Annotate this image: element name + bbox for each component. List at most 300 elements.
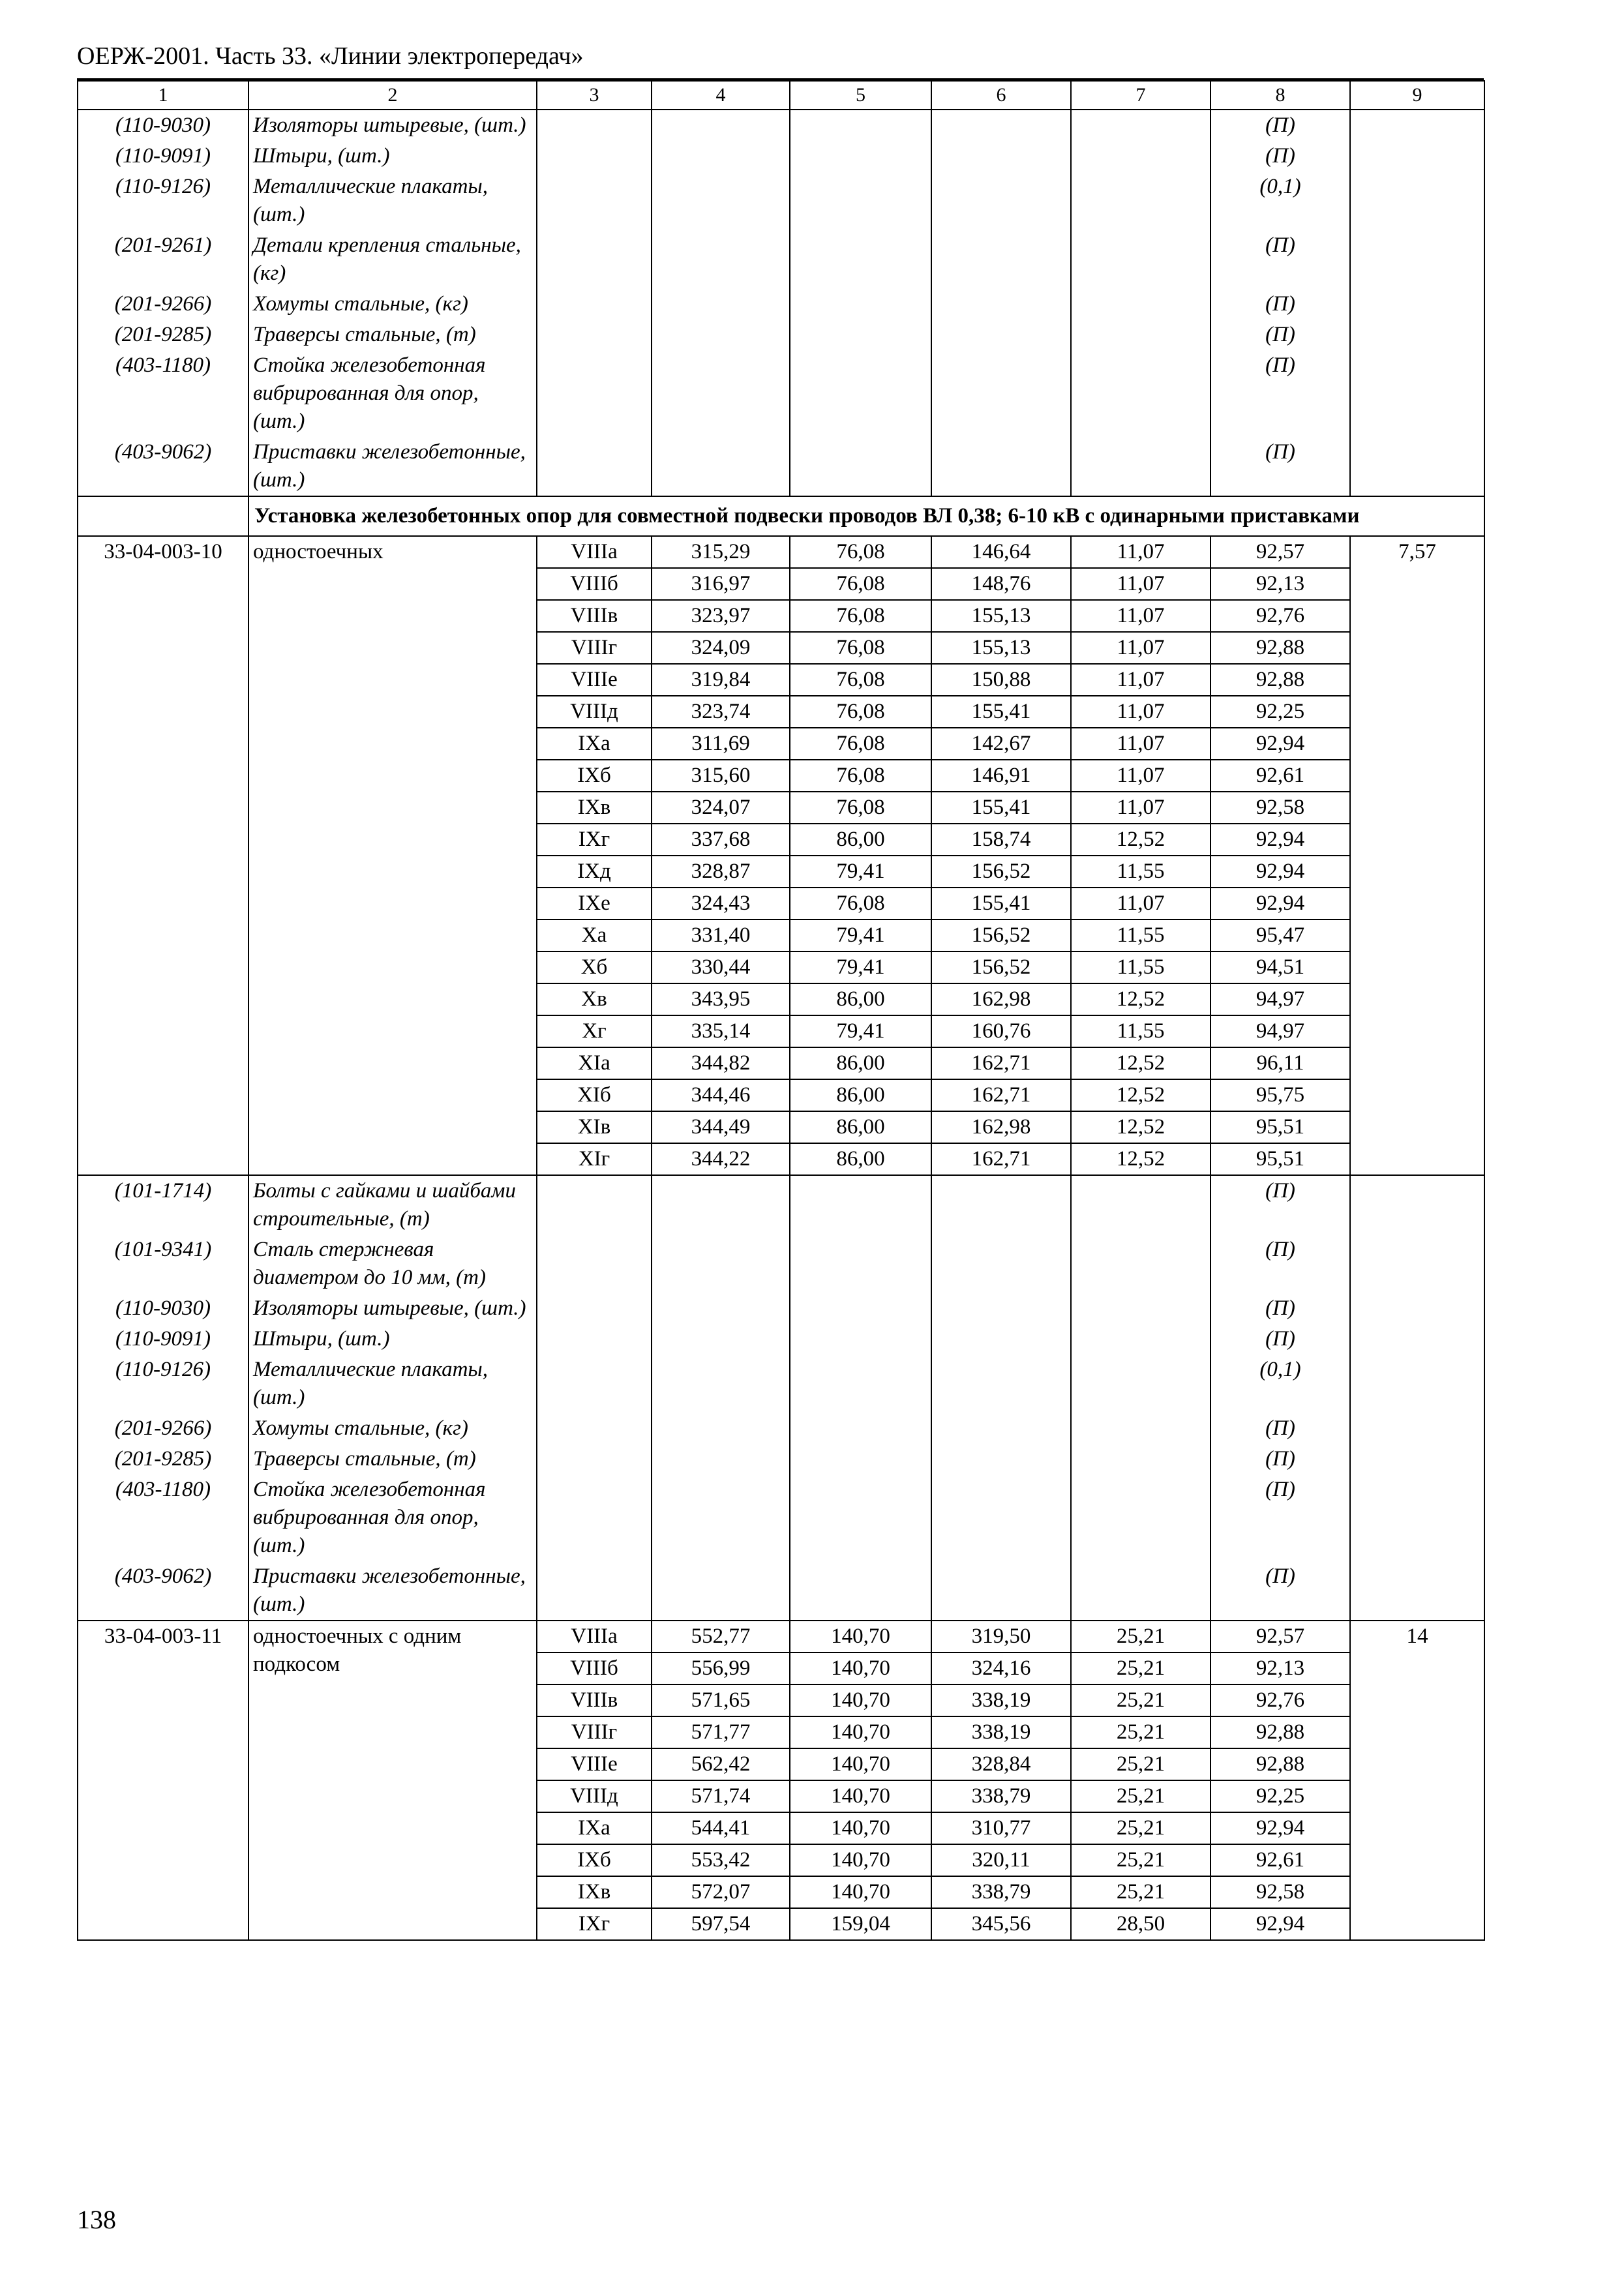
value-cell: 86,00: [790, 983, 931, 1015]
empty-cell: [652, 1444, 790, 1474]
value-cell: 338,19: [931, 1716, 1071, 1748]
rate-code: 33-04-003-11: [78, 1621, 248, 1940]
value-cell: 79,41: [790, 856, 931, 888]
region-cell: VIIIд: [537, 1780, 652, 1812]
empty-cell: [652, 1324, 790, 1354]
resource-row: [78, 172, 1484, 230]
value-cell: 92,61: [1210, 1844, 1350, 1876]
value-cell: 11,55: [1071, 856, 1210, 888]
value-cell: 140,70: [790, 1621, 931, 1653]
resource-code: (110-9126): [78, 1354, 248, 1413]
resource-name: Металлические плакаты, (шт.): [248, 1354, 537, 1413]
empty-cell: [1071, 1474, 1210, 1561]
value-cell: 344,46: [652, 1079, 790, 1111]
empty-cell: [1071, 141, 1210, 172]
value-cell: 92,94: [1210, 1812, 1350, 1844]
value-cell: 95,47: [1210, 920, 1350, 951]
value-cell: 92,57: [1210, 536, 1350, 568]
value-cell: 76,08: [790, 728, 931, 760]
region-cell: VIIIб: [537, 568, 652, 600]
resource-name: Детали крепления стальные, (кг): [248, 230, 537, 289]
resource-name: Траверсы стальные, (т): [248, 320, 537, 350]
resource-row: [78, 1234, 1484, 1293]
value-cell: 25,21: [1071, 1844, 1210, 1876]
region-cell: XIа: [537, 1047, 652, 1079]
value-cell: 162,98: [931, 1111, 1071, 1143]
empty-cell: [1350, 1444, 1484, 1474]
resource-value: (0,1): [1210, 172, 1350, 230]
column-number: 5: [790, 81, 931, 110]
region-cell: IXе: [537, 888, 652, 920]
empty-cell: [537, 110, 652, 141]
value-cell: 79,41: [790, 951, 931, 983]
value-cell: 140,70: [790, 1844, 931, 1876]
empty-cell: [652, 1175, 790, 1234]
value-cell: 11,07: [1071, 664, 1210, 696]
value-cell: 310,77: [931, 1812, 1071, 1844]
value-cell: 330,44: [652, 951, 790, 983]
value-cell: 25,21: [1071, 1780, 1210, 1812]
resource-row: [78, 230, 1484, 289]
empty-cell: [931, 1293, 1071, 1324]
value-cell: 344,22: [652, 1143, 790, 1175]
value-cell: 92,94: [1210, 856, 1350, 888]
empty-cell: [537, 350, 652, 437]
value-cell: 11,07: [1071, 568, 1210, 600]
resource-value: (П): [1210, 289, 1350, 320]
empty-cell: [1071, 172, 1210, 230]
value-cell: 155,13: [931, 632, 1071, 664]
empty-cell: [1071, 350, 1210, 437]
value-cell: 92,25: [1210, 1780, 1350, 1812]
value-cell: 12,52: [1071, 824, 1210, 856]
value-cell: 11,55: [1071, 1015, 1210, 1047]
value-cell: 11,07: [1071, 888, 1210, 920]
empty-cell: [790, 110, 931, 141]
value-cell: 76,08: [790, 568, 931, 600]
column-number: 6: [931, 81, 1071, 110]
empty-cell: [1071, 1444, 1210, 1474]
value-cell: 11,07: [1071, 696, 1210, 728]
value-cell: 331,40: [652, 920, 790, 951]
empty-cell: [1071, 1561, 1210, 1621]
value-cell: 79,41: [790, 1015, 931, 1047]
resource-row: [78, 1354, 1484, 1413]
resource-value: (П): [1210, 1444, 1350, 1474]
empty-cell: [652, 437, 790, 496]
empty-cell: [1350, 289, 1484, 320]
value-cell: 79,41: [790, 920, 931, 951]
value-cell: 320,11: [931, 1844, 1071, 1876]
resource-value: (П): [1210, 1561, 1350, 1621]
value-cell: 155,41: [931, 792, 1071, 824]
value-cell: 25,21: [1071, 1748, 1210, 1780]
empty-cell: [1071, 1234, 1210, 1293]
rate-code: 33-04-003-10: [78, 536, 248, 1175]
resource-name: Хомуты стальные, (кг): [248, 1413, 537, 1444]
empty-cell: [652, 320, 790, 350]
region-cell: VIIIв: [537, 1684, 652, 1716]
resource-value: (П): [1210, 320, 1350, 350]
resource-row: [78, 320, 1484, 350]
empty-cell: [537, 172, 652, 230]
resource-name: Болты с гайками и шайбами строительные, (т): [248, 1175, 537, 1234]
value-cell: 12,52: [1071, 1079, 1210, 1111]
empty-cell: [1350, 1561, 1484, 1621]
section-title-row: [78, 496, 1484, 536]
region-cell: VIIIе: [537, 664, 652, 696]
value-cell: 76,08: [790, 664, 931, 696]
empty-cell: [1350, 141, 1484, 172]
value-cell: 12,52: [1071, 1047, 1210, 1079]
value-cell: 140,70: [790, 1653, 931, 1684]
value-cell: 76,08: [790, 792, 931, 824]
value-cell: 323,97: [652, 600, 790, 632]
empty-cell: [537, 1413, 652, 1444]
empty-cell: [652, 1293, 790, 1324]
empty-cell: [931, 1561, 1071, 1621]
empty-cell: [1350, 172, 1484, 230]
value-cell: 92,13: [1210, 1653, 1350, 1684]
value-cell: 140,70: [790, 1684, 931, 1716]
region-cell: VIIIг: [537, 632, 652, 664]
empty-cell: [931, 350, 1071, 437]
value-cell: 140,70: [790, 1780, 931, 1812]
value-cell: 343,95: [652, 983, 790, 1015]
value-cell: 156,52: [931, 920, 1071, 951]
value-cell: 156,52: [931, 951, 1071, 983]
empty-cell: [652, 1561, 790, 1621]
resource-name: Изоляторы штыревые, (шт.): [248, 110, 537, 141]
column-number-row: [78, 81, 1484, 110]
resource-value: (П): [1210, 230, 1350, 289]
empty-cell: [537, 141, 652, 172]
table-row: [78, 1621, 1484, 1653]
value-cell: 96,11: [1210, 1047, 1350, 1079]
empty-cell: [537, 1561, 652, 1621]
column-number: 1: [78, 81, 248, 110]
value-cell: 324,43: [652, 888, 790, 920]
value-cell: 25,21: [1071, 1653, 1210, 1684]
resource-name: Штыри, (шт.): [248, 1324, 537, 1354]
resource-code: (403-9062): [78, 1561, 248, 1621]
region-cell: VIIIб: [537, 1653, 652, 1684]
value-cell: 11,07: [1071, 536, 1210, 568]
resource-row: [78, 289, 1484, 320]
resource-name: Стойка железобетонная вибрированная для опор, (шт.): [248, 350, 537, 437]
resource-row: [78, 437, 1484, 496]
region-cell: VIIIа: [537, 1621, 652, 1653]
region-cell: VIIIе: [537, 1748, 652, 1780]
value-cell: 92,76: [1210, 1684, 1350, 1716]
resource-name: Траверсы стальные, (т): [248, 1444, 537, 1474]
value-cell: 159,04: [790, 1908, 931, 1940]
empty-cell: [1071, 1175, 1210, 1234]
value-cell: 345,56: [931, 1908, 1071, 1940]
value-cell: 86,00: [790, 1111, 931, 1143]
empty-cell: [931, 230, 1071, 289]
empty-cell: [652, 110, 790, 141]
region-cell: IXв: [537, 792, 652, 824]
empty-cell: [537, 230, 652, 289]
rate-name: одностоечных: [248, 536, 537, 1175]
region-cell: VIIIа: [537, 536, 652, 568]
value-cell: 155,41: [931, 696, 1071, 728]
resource-row: [78, 1444, 1484, 1474]
resource-row: [78, 1474, 1484, 1561]
value-cell: 92,94: [1210, 888, 1350, 920]
empty-cell: [931, 110, 1071, 141]
empty-cell: [537, 1324, 652, 1354]
value-cell: 562,42: [652, 1748, 790, 1780]
empty-cell: [78, 496, 248, 536]
empty-cell: [537, 1175, 652, 1234]
empty-cell: [931, 289, 1071, 320]
value-cell: 140,70: [790, 1716, 931, 1748]
column-number: 3: [537, 81, 652, 110]
value-cell: 323,74: [652, 696, 790, 728]
value-cell: 92,76: [1210, 600, 1350, 632]
empty-cell: [537, 1444, 652, 1474]
value-cell: 25,21: [1071, 1716, 1210, 1748]
value-cell: 142,67: [931, 728, 1071, 760]
resource-row: [78, 350, 1484, 437]
column-number: 8: [1210, 81, 1350, 110]
value-cell: 344,49: [652, 1111, 790, 1143]
value-cell: 571,77: [652, 1716, 790, 1748]
value-cell: 76,08: [790, 536, 931, 568]
empty-cell: [790, 1293, 931, 1324]
value-cell: 552,77: [652, 1621, 790, 1653]
resource-code: (201-9285): [78, 1444, 248, 1474]
empty-cell: [1350, 437, 1484, 496]
resource-value: (П): [1210, 1324, 1350, 1354]
section-title: Установка железобетонных опор для совместной подвески проводов ВЛ 0,38; 6-10 кВ с одинарными приставками: [248, 496, 1484, 536]
value-cell: 571,65: [652, 1684, 790, 1716]
value-cell: 92,57: [1210, 1621, 1350, 1653]
resource-code: (403-1180): [78, 350, 248, 437]
resource-row: [78, 1561, 1484, 1621]
empty-cell: [790, 350, 931, 437]
value-cell: 337,68: [652, 824, 790, 856]
empty-cell: [652, 1354, 790, 1413]
value-cell: 11,07: [1071, 792, 1210, 824]
value-cell: 338,19: [931, 1684, 1071, 1716]
value-cell: 11,07: [1071, 760, 1210, 792]
value-cell: 315,60: [652, 760, 790, 792]
empty-cell: [537, 289, 652, 320]
empty-cell: [537, 1234, 652, 1293]
value-cell: 150,88: [931, 664, 1071, 696]
region-cell: IXа: [537, 1812, 652, 1844]
empty-cell: [790, 320, 931, 350]
value-cell: 92,94: [1210, 1908, 1350, 1940]
value-cell: 76,08: [790, 600, 931, 632]
value-cell: 328,87: [652, 856, 790, 888]
resource-code: (101-1714): [78, 1175, 248, 1234]
value-cell: 146,64: [931, 536, 1071, 568]
value-cell: 94,97: [1210, 1015, 1350, 1047]
resource-value: (П): [1210, 1234, 1350, 1293]
resource-value: (П): [1210, 1293, 1350, 1324]
value-cell: 92,58: [1210, 792, 1350, 824]
region-cell: IXг: [537, 1908, 652, 1940]
value-cell: 544,41: [652, 1812, 790, 1844]
value-cell: 92,88: [1210, 1748, 1350, 1780]
value-cell: 11,07: [1071, 728, 1210, 760]
value-cell: 86,00: [790, 824, 931, 856]
value-cell: 155,41: [931, 888, 1071, 920]
empty-cell: [652, 172, 790, 230]
value-cell: 338,79: [931, 1876, 1071, 1908]
value-cell: 12,52: [1071, 983, 1210, 1015]
value-cell: 324,07: [652, 792, 790, 824]
value-cell: 92,88: [1210, 664, 1350, 696]
value-cell: 140,70: [790, 1812, 931, 1844]
empty-cell: [652, 350, 790, 437]
table-row: [78, 536, 1484, 568]
page-header: [77, 39, 1484, 80]
value-cell: 140,70: [790, 1876, 931, 1908]
value-cell: 28,50: [1071, 1908, 1210, 1940]
value-cell: 316,97: [652, 568, 790, 600]
resource-value: (П): [1210, 141, 1350, 172]
resource-value: (П): [1210, 1413, 1350, 1444]
value-cell: 344,82: [652, 1047, 790, 1079]
resource-name: Сталь стержневая диаметром до 10 мм, (т): [248, 1234, 537, 1293]
resource-value: (П): [1210, 110, 1350, 141]
empty-cell: [790, 1474, 931, 1561]
empty-cell: [1071, 320, 1210, 350]
resource-name: Приставки железобетонные, (шт.): [248, 1561, 537, 1621]
empty-cell: [652, 1234, 790, 1293]
empty-cell: [652, 1413, 790, 1444]
resource-value: (П): [1210, 1175, 1350, 1234]
resource-value: (П): [1210, 437, 1350, 496]
value-cell: 160,76: [931, 1015, 1071, 1047]
value-cell: 140,70: [790, 1748, 931, 1780]
value-cell: 324,09: [652, 632, 790, 664]
value-cell: 94,97: [1210, 983, 1350, 1015]
empty-cell: [652, 141, 790, 172]
column-number: 9: [1350, 81, 1484, 110]
value-cell: 311,69: [652, 728, 790, 760]
value-cell: 335,14: [652, 1015, 790, 1047]
resource-value: (П): [1210, 350, 1350, 437]
region-cell: IXг: [537, 824, 652, 856]
value-cell: 94,51: [1210, 951, 1350, 983]
resource-code: (110-9030): [78, 1293, 248, 1324]
column-number: 4: [652, 81, 790, 110]
value-cell: 86,00: [790, 1047, 931, 1079]
empty-cell: [1350, 1293, 1484, 1324]
resource-name: Штыри, (шт.): [248, 141, 537, 172]
value-cell: 146,91: [931, 760, 1071, 792]
value-cell: 162,71: [931, 1143, 1071, 1175]
value-cell: 86,00: [790, 1079, 931, 1111]
empty-cell: [537, 437, 652, 496]
value-cell: 11,55: [1071, 920, 1210, 951]
rates-table: [77, 80, 1485, 1941]
empty-cell: [790, 141, 931, 172]
resource-code: (110-9091): [78, 141, 248, 172]
resource-row: [78, 1413, 1484, 1444]
empty-cell: [537, 1474, 652, 1561]
resource-value: (0,1): [1210, 1354, 1350, 1413]
region-cell: VIIIг: [537, 1716, 652, 1748]
empty-cell: [1350, 1234, 1484, 1293]
resource-name: Изоляторы штыревые, (шт.): [248, 1293, 537, 1324]
region-cell: VIIIд: [537, 696, 652, 728]
resource-name: Стойка железобетонная вибрированная для опор, (шт.): [248, 1474, 537, 1561]
region-cell: IXв: [537, 1876, 652, 1908]
empty-cell: [931, 437, 1071, 496]
empty-cell: [537, 320, 652, 350]
value-cell: 572,07: [652, 1876, 790, 1908]
empty-cell: [931, 141, 1071, 172]
empty-cell: [931, 1324, 1071, 1354]
value-cell: 328,84: [931, 1748, 1071, 1780]
empty-cell: [1071, 1413, 1210, 1444]
empty-cell: [790, 1444, 931, 1474]
rate-name: одностоечных с одним подкосом: [248, 1621, 537, 1940]
page-number: 138: [77, 2205, 116, 2234]
region-cell: Xв: [537, 983, 652, 1015]
empty-cell: [931, 1175, 1071, 1234]
empty-cell: [790, 1561, 931, 1621]
value-cell: 25,21: [1071, 1684, 1210, 1716]
empty-cell: [931, 1234, 1071, 1293]
resource-row: [78, 141, 1484, 172]
value-cell: 338,79: [931, 1780, 1071, 1812]
empty-cell: [1350, 230, 1484, 289]
resource-code: (403-9062): [78, 437, 248, 496]
value-cell: 92,94: [1210, 824, 1350, 856]
empty-cell: [1350, 110, 1484, 141]
region-cell: IXб: [537, 1844, 652, 1876]
empty-cell: [1350, 1354, 1484, 1413]
value-cell: 92,25: [1210, 696, 1350, 728]
value-cell: 95,75: [1210, 1079, 1350, 1111]
region-cell: XIв: [537, 1111, 652, 1143]
empty-cell: [931, 1413, 1071, 1444]
value-cell: 597,54: [652, 1908, 790, 1940]
value-cell: 25,21: [1071, 1812, 1210, 1844]
value-cell: 92,88: [1210, 1716, 1350, 1748]
region-cell: VIIIв: [537, 600, 652, 632]
empty-cell: [790, 437, 931, 496]
empty-cell: [1071, 1354, 1210, 1413]
value-cell: 12,52: [1071, 1143, 1210, 1175]
empty-cell: [790, 1234, 931, 1293]
resource-row: [78, 1293, 1484, 1324]
region-cell: IXд: [537, 856, 652, 888]
value-cell: 92,88: [1210, 632, 1350, 664]
value-cell: 319,50: [931, 1621, 1071, 1653]
empty-cell: [1350, 1324, 1484, 1354]
value-cell: 324,16: [931, 1653, 1071, 1684]
value-cell: 315,29: [652, 536, 790, 568]
value-cell: 162,71: [931, 1047, 1071, 1079]
value-cell: 12,52: [1071, 1111, 1210, 1143]
empty-cell: [1071, 230, 1210, 289]
empty-cell: [1071, 1324, 1210, 1354]
value-cell: 156,52: [931, 856, 1071, 888]
value-cell: 556,99: [652, 1653, 790, 1684]
value-cell: 76,08: [790, 760, 931, 792]
resource-value: (П): [1210, 1474, 1350, 1561]
resource-row: [78, 1324, 1484, 1354]
